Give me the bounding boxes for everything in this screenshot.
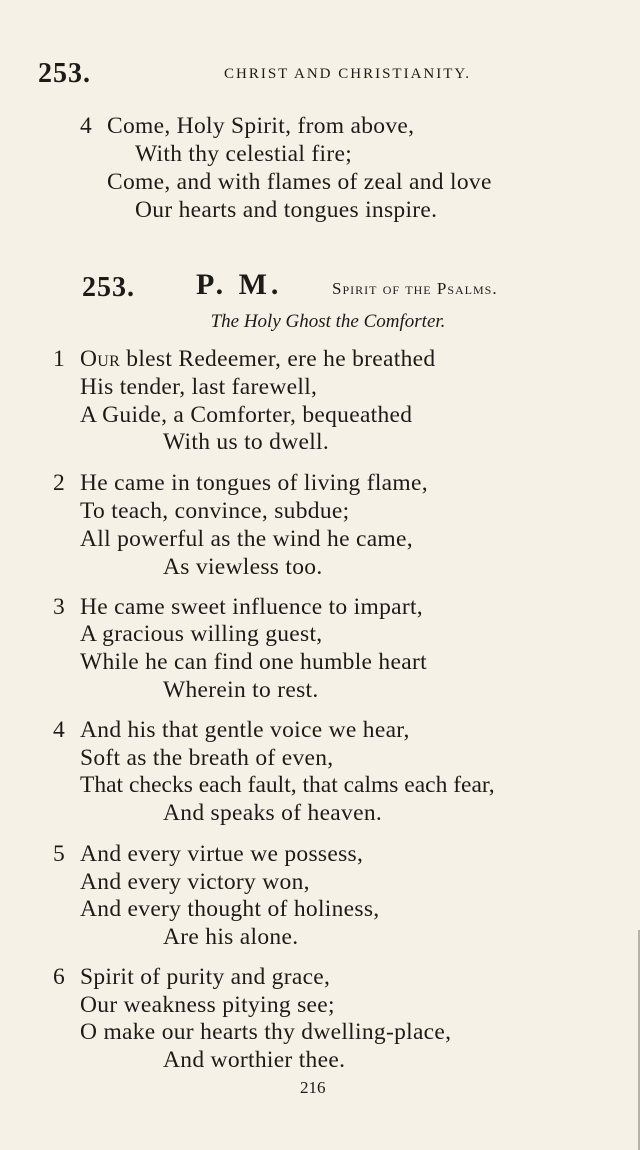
verse-line: With thy celestial fire;: [135, 141, 353, 167]
verse-line: Come, Holy Spirit, from above,: [107, 113, 415, 139]
verse-line: Spirit of purity and grace,: [80, 964, 331, 990]
verse-line: Are his alone.: [163, 924, 299, 950]
verse-line: His tender, last farewell,: [80, 374, 318, 400]
verse-line: Our weakness pitying see;: [80, 992, 335, 1018]
verse-number: 2: [53, 470, 65, 496]
verse-line: A Guide, a Comforter, bequeathed: [80, 402, 413, 428]
verse-line: As viewless too.: [163, 554, 323, 580]
verse-line: O make our hearts thy dwelling-place,: [80, 1019, 452, 1045]
verse-line: And his that gentle voice we hear,: [80, 717, 410, 743]
verse-number: 4: [53, 717, 65, 743]
first-word: Our: [80, 346, 121, 372]
verse-line: Soft as the breath of even,: [80, 745, 334, 771]
verse-line: And every victory won,: [80, 869, 310, 895]
verse-line-rest: blest Redeemer, ere he breathed: [120, 346, 436, 372]
running-head: [38, 58, 620, 88]
verse-line: All powerful as the wind he came,: [80, 526, 413, 552]
verse-number: 5: [53, 841, 65, 867]
verse-line: And every virtue we possess,: [80, 841, 364, 867]
verse-line: He came sweet influence to impart,: [80, 594, 423, 620]
page-number: 216: [300, 1078, 326, 1097]
running-head-number: 253.: [38, 58, 91, 89]
verse-line: While he can find one humble heart: [80, 649, 427, 675]
verse-line: And every thought of holiness,: [80, 896, 380, 922]
hymn-subtitle: The Holy Ghost the Comforter.: [210, 311, 446, 332]
hymn-heading: [82, 266, 620, 306]
verse-number: 1: [53, 346, 65, 372]
verse-line: With us to dwell.: [163, 429, 330, 455]
verse-line: That checks each fault, that calms each fear,: [80, 772, 495, 798]
tune-note: Spirit of the Psalms.: [332, 279, 498, 298]
hymn-meter: P. M.: [196, 268, 283, 301]
verse-line: And speaks of heaven.: [163, 800, 383, 826]
verse-line: Our hearts and tongues inspire.: [135, 197, 438, 223]
verse-number: 6: [53, 964, 65, 990]
verse-line: Come, and with flames of zeal and love: [107, 169, 492, 195]
hymn-number: 253.: [82, 272, 135, 303]
verse-line: To teach, convince, subdue;: [80, 498, 350, 524]
verse-line: A gracious willing guest,: [80, 621, 323, 647]
verse-line: [80, 346, 435, 373]
verse-line: Wherein to rest.: [163, 677, 319, 703]
verse-line: He came in tongues of living flame,: [80, 470, 428, 496]
verse-number: 3: [53, 594, 65, 620]
running-head-title: CHRIST AND CHRISTIANITY.: [224, 66, 472, 82]
verse-number: 4: [80, 113, 92, 139]
verse-line: And worthier thee.: [163, 1047, 346, 1073]
